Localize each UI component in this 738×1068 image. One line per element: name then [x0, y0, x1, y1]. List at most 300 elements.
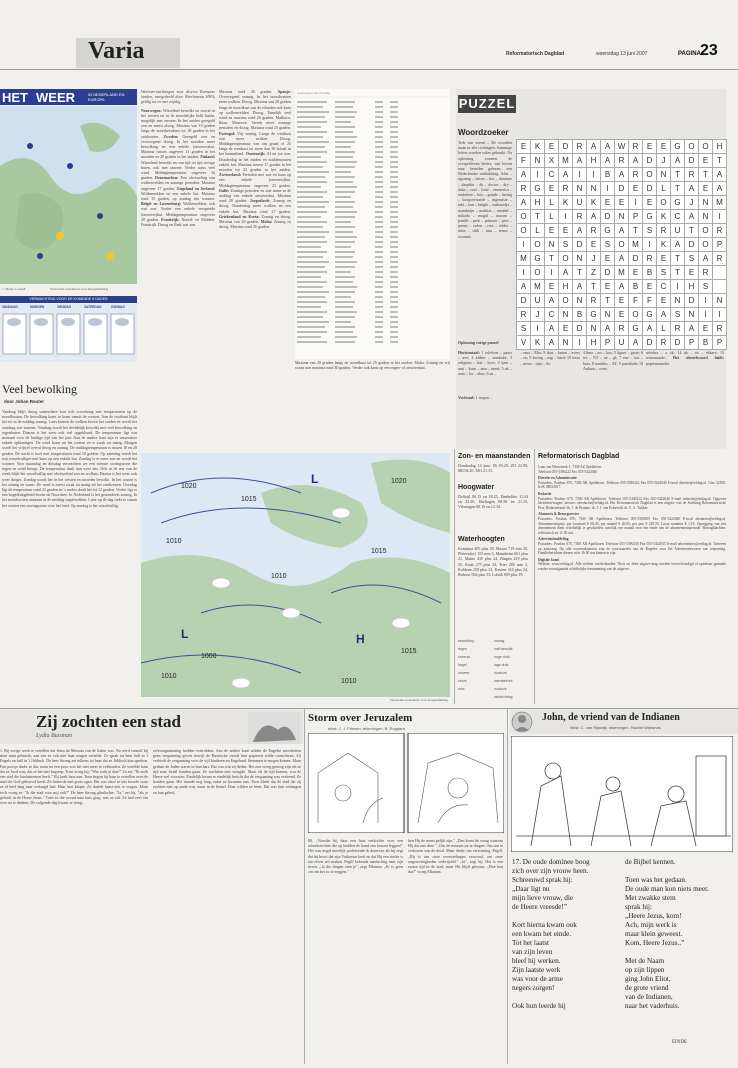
feature-author: door Johan Reuter	[4, 399, 45, 404]
grid-cell: E	[657, 252, 671, 266]
grid-cell: E	[601, 196, 615, 210]
feature-body: Vandaag blijft droog somewhere kort tich voorsbong met temperaturen op de noordkusten. De bewolking komt te komt vanuit de westen. Aan de oostkant blijft het tot in de middag zonnig. Later komen de wolken boven het zuiden en wordt het vandaag wat warmer. Vandaag wordt het deeldelijk bewolkt met veel bewolking en regenbuien. Daarna is het weer ook wel opgeklaard. De temperatuur ligt wat normaal voor de huidige tijd van het jaar. Aan de andere kant zijn er tussendoor enkele opklaringen. De wind komt uit het westen en is zwak tot matig. Morgen wordt het vrijwel overal droog en zonnig. De middagtemperatuur is tussen 18 en 20 graden. De nacht is koel met temperaturen rond 10 graden. Op zaterdag wordt het wat wisselvalliger met kans op een enkele bui. Zondag is er meer zon en wordt het warmer. Voor maandag en dinsdag verwachten we een nieuwe storingszone die regen en wind brengt. De temperatuur daalt dan weer iets. Ook in de rest van de week blijft het wisselvallig met afwisselend zon en wolken. Daarna is het weer ook weer droger. Zondag wordt het in het westen en noorden bewolkt. In het oosten is het zonnig en warm. De wind is meest zwak tot matig uit het zuidwesten. Overdag ligt de temperatuur rond 22 graden en 's nachts daalt het tot 12 graden. Verder ligt er een hogedrukgebied boven de Noordzee. In Nederland is het grotendeels zonnig. In het noordoosten ontstaan in de middag stapelwolken. Later op de dag trekt er vanuit het westen een storingszone over het land. Op zondag is het wisselvallig.	[2, 409, 137, 508]
grid-cell: A	[587, 140, 601, 154]
grid-cell: C	[545, 168, 559, 182]
poem-line: maar klein geweest.	[625, 930, 683, 938]
grid-cell: P	[713, 336, 727, 350]
col-divider-4	[507, 709, 508, 1064]
grid-cell: G	[587, 308, 601, 322]
forecast-day-5: ZONDAG	[111, 305, 125, 309]
poem-line: „Heere Jezus, kom!	[625, 912, 682, 920]
grid-cell: N	[573, 252, 587, 266]
grid-cell: T	[573, 266, 587, 280]
region-italie: Italië:	[219, 187, 230, 193]
grid-cell: D	[559, 140, 573, 154]
grid-cell: J	[685, 196, 699, 210]
grid-cell: K	[657, 210, 671, 224]
bottom-map-caption: Verwachte weerskaart voor morgenmiddag	[389, 698, 448, 702]
poem-line: op zijn lippen	[625, 966, 665, 974]
water-text: Konstanz 495 plus 20, Maxau 719 min 20, Plittersdorf 155 min 5, Mannheim 661 plus 21, Mainz 435 plus 24, Bingen 419 plus 25, Kaub 275 plus 34, Trier 285 min 2, Koblenz 258 plus 21, Keulen 416 plus 24, Ruhrort 504 plus 33, Lobith 869 plus 19.	[458, 546, 528, 578]
grid-cell: W	[615, 140, 629, 154]
city-weather-table	[295, 89, 450, 359]
solution-col-3: 4 lime – ers – kos; 5 ligner – gaste; 6 tes – NT – ne – gl; 7 ene – ion – bras; 8 nautilus – AT; 9 paastkado 10 Ankara – oven;	[583, 350, 643, 371]
story3-poem-left	[512, 858, 620, 1038]
legend-7: mist	[458, 687, 465, 691]
grid-cell: S	[601, 238, 615, 252]
solution-vertical: Verticaal: 1 terpan –	[458, 395, 492, 400]
grid-cell: S	[517, 322, 531, 336]
forecast-day-2: MORGEN	[30, 305, 45, 309]
grid-cell: C	[657, 280, 671, 294]
grid-cell: A	[517, 168, 531, 182]
weather-title-weer: WEER	[36, 90, 75, 105]
page-number: 23	[700, 42, 718, 59]
story2-comic	[308, 733, 504, 833]
grid-cell: R	[713, 322, 727, 336]
solution-heading: Oplossing vorige puzzel	[458, 340, 499, 345]
story2-title: Storm over Jeruzalem	[308, 712, 413, 724]
weather-title-het: HET	[2, 90, 28, 105]
region-zwitserland: Zwitserland:	[219, 172, 241, 178]
grid-cell: D	[517, 294, 531, 308]
story1-author: Lydia Buisman	[36, 733, 72, 739]
grid-cell: A	[615, 168, 629, 182]
legend-13: warmtefront	[494, 679, 513, 683]
grid-cell: D	[601, 210, 615, 224]
grid-cell: A	[517, 280, 531, 294]
grid-cell: O	[517, 224, 531, 238]
grid-cell: T	[699, 168, 713, 182]
solution-col-4: sehebra – a ok; 14 ab – ox – ekkers; 15 stimuraarde. Het sleutelwoord luidt: pepermuntolie.	[646, 350, 724, 366]
poem-line	[512, 912, 620, 921]
col-divider-2	[534, 449, 535, 704]
sun-moon-text: Donderdag 14 juni: Z6 05.20, ZO 22.00; M0 04.20, MO 21.15.	[458, 463, 528, 474]
poem-line	[625, 867, 735, 876]
story3-title: John, de vriend van de Indianen	[542, 712, 680, 723]
bottom-pressure-2: 1015	[241, 496, 257, 503]
header-date: woensdag 13 juni 2007	[596, 51, 648, 57]
horizontal-label: Horizontaal:	[458, 350, 480, 355]
grid-cell: T	[671, 182, 685, 196]
grid-cell: C	[545, 308, 559, 322]
poem-line: zich over zijn vrouw heen.	[512, 867, 589, 875]
grid-cell: S	[685, 252, 699, 266]
legend-4: hagel	[458, 663, 467, 667]
grid-cell: D	[601, 266, 615, 280]
grid-cell: D	[685, 294, 699, 308]
grid-cell: A	[629, 336, 643, 350]
grid-row	[517, 238, 727, 252]
grid-cell: O	[685, 140, 699, 154]
grid-cell: K	[531, 140, 545, 154]
poem-line: ging John Eliot,	[625, 975, 671, 983]
legend-2: regen	[458, 647, 467, 651]
grid-cell: D	[643, 154, 657, 168]
poem-line: De oude man kon niets meer.	[625, 885, 709, 893]
forecast-day-4: ZATERDAG	[84, 305, 102, 309]
grid-cell: D	[573, 238, 587, 252]
grid-cell: R	[685, 168, 699, 182]
grid-cell: E	[545, 224, 559, 238]
grid-cell: O	[699, 140, 713, 154]
grid-cell: E	[615, 196, 629, 210]
legend-1: bewolking	[458, 639, 474, 643]
sun-moon-heading: Zon- en maanstanden	[458, 453, 531, 460]
grid-cell: P	[601, 336, 615, 350]
story1-col1: 1. Bij vorige week te vertellen dat Jezus de Messias van de Joden was. Nu werd vanzelf bij deze man gebracht, aan wie ze ook niet haar zorgen vertelde. Ze sprak tot hem half in 't Engels en half in 't Jiddisch. De heer Strong zei telkens tot haar dat ze Jiddisch kon spreken. Een poosje dacht ze dat, maar na een poos was het niet meer te volhouden. Ze vertelde haar dat ze Jood was, dat ze het niet begreep. Toen vroeg hij: "Wat zoek je dan?" Ze zei: "Ik zoek een stad die fundamenten heeft." Hij keek haar aan. Toen begon hij haar te vertellen over de stad die God gebouwd heeft. Ze luisterde met grote ogen. Het was alsof ze iets hoorde waar ze al heel lang naar verlangd had. Haar hart klopte. Ze durfde haast niet te vragen. Maar toch vroeg ze: "Is die stad voor mij ook?" De heer Strong glimlachte. "Ja," zei hij, "als je gelooft in de Heere Jezus." Toen ze die avond naar huis ging, was ze stil. Ze had veel om over na te denken. De volgende dag kwam ze terug.	[0, 748, 148, 806]
grid-cell: A	[601, 154, 615, 168]
bottom-rule	[0, 708, 738, 709]
grid-cell: H	[587, 336, 601, 350]
grid-cell: N	[559, 336, 573, 350]
grid-cell: T	[713, 154, 727, 168]
grid-cell: M	[629, 238, 643, 252]
grid-cell: T	[685, 224, 699, 238]
grid-cell: J	[531, 308, 545, 322]
grid-cell: I	[517, 238, 531, 252]
grid-cell: R	[699, 266, 713, 280]
puzzle-intro: Trek van vorenl – De woorden staan in alle richtingen. Sommige letters worden vaker gebruikt. Na oplossing vormen de overgebleven letters, van boven naar beneden gelezen, een Nederlandse uitdrukking.	[458, 140, 512, 177]
grid-cell: U	[573, 196, 587, 210]
grid-cell: O	[517, 210, 531, 224]
region-denemarken: Denemarken:	[155, 175, 179, 181]
region-griekenland: Griekenland en Kreta:	[219, 213, 260, 219]
grid-cell: D	[643, 182, 657, 196]
grid-cell: N	[587, 322, 601, 336]
grid-cell: A	[685, 322, 699, 336]
poem-line: 17. De oude dominee boog	[512, 858, 590, 866]
grid-cell: A	[685, 210, 699, 224]
colophon-heading: Reformatorisch Dagblad	[538, 453, 620, 460]
grid-cell: I	[601, 182, 615, 196]
poem-line: negers zorgen!	[512, 984, 555, 992]
grid-cell: R	[657, 224, 671, 238]
region-frankrijk: Frankrijk:	[161, 216, 180, 222]
poem-line: „Daar ligt nu	[512, 885, 550, 893]
solution-horizontal: Horizontaal: 1 telefoon – paars – ave; 2 afdeer – aandacht; 3 religieus – hat – hoor; 4 ipen – anti – kuur – tarn – nend; 5 ak – auto – lor – abor; 6 na –	[458, 350, 512, 376]
grid-cell: G	[531, 252, 545, 266]
grid-cell: D	[671, 336, 685, 350]
legend-11: lage druk	[494, 663, 509, 667]
grid-cell: E	[615, 294, 629, 308]
grid-cell: P	[713, 238, 727, 252]
grid-cell: R	[587, 294, 601, 308]
grid-cell: I	[587, 168, 601, 182]
region-zweden: Zweden:	[163, 133, 179, 139]
weather-intro: Weersverwachtingen voor diverse Europese landen, meegedeeld door Weerbureau HWS, geldig tot en met vrijdag. Noorwegen: Wisselend bewolkt en vooral in het westen en in de noordelijke helft buien, mogelijk met onweer. In het zuiden geregeld zon en meest droog. Maxima van 10 graden langs de noordwestkust tot 18 graden in het zuidoosten. Zweden: Geregeld zon en overwegend droog. In het noorden meer bewolking en een enkele (onweers)bui. Maxima tussen ongeveer 11 graden in het noorden en 20 graden in het zuiden. Finland: Wisselend bewolkt en van tijd tot tijd stevige buien, ook met onweer. Verder soms veel wind. Middagtemperatuur ongeveer 16 graden. Denemarken: Een afwisseling van wolkenvelden en zonnige perioden. Maxima ongeveer 17 graden. Engeland en Ierland: Wolkenvelden en een enkele bui. Maxima rond 15 graden, op zondag iets warmer. België en Luxemburg: Wolkenvelden, ook wat zon. Verder een enkele verspreide (onweers)bui. Middagtemperatuur ongeveer 20 graden. Frankrijk: Noord- en Midden-Frankrijk: Droog en flink wat zon.	[141, 89, 215, 228]
solution-col-2: – ema – Elio; 8 ikus – kanus – avers – en; 9 kering – nap – bard; 10 trens – niezn – tijm – Se.	[520, 350, 580, 366]
grid-cell: R	[671, 322, 685, 336]
bottom-pressure-4: 1015	[371, 548, 387, 555]
grid-cell: T	[587, 280, 601, 294]
grid-row	[517, 210, 727, 224]
story3-credits: tekst: C. van Rijswijk, tekeningen: Rachel Wijnanas	[570, 725, 661, 730]
grid-cell: P	[685, 336, 699, 350]
grid-cell: A	[685, 182, 699, 196]
col-divider	[454, 449, 455, 704]
city-table-lines	[295, 89, 450, 359]
grid-cell: R	[713, 224, 727, 238]
grid-cell: R	[573, 140, 587, 154]
table-footnote: Maxima van 20 graden langs de noordkust tot 25 graden in het zuiden. Malta: Zonnig en vrij warm met maxima rond 30 graden. Verder ook kans op een regen- of onweersbui.	[295, 360, 450, 371]
forecast-bar: VERWACHTING VOOR DE KOMENDE 5 DAGEN	[0, 296, 137, 303]
forecast-icons	[0, 312, 137, 360]
grid-cell: L	[657, 182, 671, 196]
grid-cell: B	[573, 308, 587, 322]
grid-cell: E	[629, 182, 643, 196]
bottom-pressure-1: 1020	[181, 483, 197, 490]
grid-row	[517, 154, 727, 168]
grid-cell: H	[713, 140, 727, 154]
grid-cell: A	[601, 140, 615, 154]
grid-cell: F	[643, 294, 657, 308]
grid-cell: S	[671, 308, 685, 322]
grid-cell: R	[643, 252, 657, 266]
grid-cell: A	[601, 322, 615, 336]
grid-cell: A	[559, 168, 573, 182]
grid-cell: F	[629, 294, 643, 308]
grid-cell: R	[517, 182, 531, 196]
grid-cell: N	[699, 196, 713, 210]
grid-cell: E	[643, 140, 657, 154]
grid-cell: D	[615, 182, 629, 196]
grid-cell: A	[671, 154, 685, 168]
grid-cell: E	[643, 280, 657, 294]
grid-cell: E	[601, 252, 615, 266]
keyword-heading: Het sleutelwoord luidt:	[672, 355, 724, 361]
grid-cell: E	[545, 182, 559, 196]
svg-text:H: H	[356, 632, 365, 646]
grid-cell: U	[671, 224, 685, 238]
legend-5: onweer	[458, 671, 470, 675]
weather-banner	[0, 89, 137, 105]
story3-poem-right	[625, 858, 735, 1038]
story1-illustration	[248, 712, 300, 744]
col-divider-3	[304, 709, 305, 1064]
grid-row	[517, 196, 727, 210]
region-belgie: België en Luxemburg:	[141, 201, 182, 207]
weather-subtitle: IN NEDERLAND EN EUROPA	[88, 92, 125, 102]
bottom-pressure-7: 1010	[161, 673, 177, 680]
grid-cell: O	[531, 238, 545, 252]
grid-cell: A	[713, 168, 727, 182]
poem-line: mijn lieve vrouw, die	[512, 894, 574, 902]
bottom-pressure-10: 1010	[341, 678, 357, 685]
bottom-weather-map	[141, 453, 450, 697]
poem-line: Toen was het gedaan.	[625, 876, 687, 884]
colophon-advertenties: Advertentieafdeling	[538, 537, 569, 542]
region-portugal: Portugal:	[219, 130, 236, 136]
grid-row	[517, 168, 727, 182]
colophon-body: Laan van Westenenk 1, 7336 AZ Apeldoorn Telefoon 055-5390222 Fax 055-5422040 Directie en Administratie Postadres: Postbus 670, 7300 AR Apeldoorn. Telefoon 055-5390222 Fax 055-5422040 E-mail directie@refdag.nl. Giro 32500, KvK 08033017. Redactie Postadres: Postbus 670, 7300 AR Apeldoorn. Telefoon 055-5390222 Fax 055-5422040 E-mail redactie@refdag.nl. Opgeven berichten/vragen/ nieuws: rdredactie@refdag.nl. Het Reformatorisch Dagblad is een uitgave van de Stichting Reformatorische Pers. Redactieraad: ds. J. de Bruijne, ds. J. J. van Eckeveld, dr. C. A. Tukker. Abonnees & Bezorgservice Postadres: Postbus 670, 7300 AR Apeldoorn. Telefoon 055-5390300 Fax 055-5422040 E-mail abonnees@refdag.nl. Abonnementsprijs: per kwartaal € 60,45, per maand € 20,65, per jaar € 229,55. Losse nummer € 1,10. Opzegging van een abonnement dient schriftelijk te geschieden, uiterlijk een maand voor het einde van de abonnementsperiode. Bezorgklachten: telefonisch tot 11.00 uur. Advertentieafdeling Postadres: Postbus 670, 7300 AR Apeldoorn. Telefoon 055-5390230 Fax 055-5422045 E-mail advertenties@refdag.nl. Tarieven op aanvraag. Op alle overeenkomsten zijn de voorwaarden van de Regelen voor het Advertentiewezen van toepassing. Familieberichten dienen vóór 16.00 uur binnen te zijn. Digitale krant Website: www.refdag.nl. Alle rechten voorbehouden. Niets uit deze uitgave mag worden verveelvoudigd of openbaar gemaakt zonder voorafgaande schriftelijke toestemming van de uitgever.	[538, 465, 726, 571]
grid-cell: A	[573, 224, 587, 238]
grid-cell: I	[713, 210, 727, 224]
grid-cell: E	[699, 322, 713, 336]
grid-cell: L	[657, 322, 671, 336]
grid-cell: K	[559, 196, 573, 210]
grid-cell: R	[573, 210, 587, 224]
legend-6: storm	[458, 679, 467, 683]
grid-cell: A	[615, 252, 629, 266]
word-search-grid	[516, 139, 727, 350]
poem-line: was voor de arme	[512, 975, 563, 983]
poem-line: Zijn laatste werk	[512, 966, 561, 974]
grid-cell: O	[699, 224, 713, 238]
grid-cell: D	[629, 252, 643, 266]
poem-line: van zijn leven	[512, 948, 553, 956]
grid-cell: L	[545, 196, 559, 210]
europe-weather-map	[0, 106, 137, 284]
grid-cell: U	[531, 294, 545, 308]
grid-cell: N	[671, 294, 685, 308]
grid-cell: D	[685, 238, 699, 252]
bottom-pressure-8: 1020	[391, 478, 407, 485]
legend-3: sneeuw	[458, 655, 471, 659]
grid-cell: R	[629, 140, 643, 154]
grid-row	[517, 140, 727, 154]
grid-cell: H	[559, 280, 573, 294]
poem-line: Met zwakke stem	[625, 894, 676, 902]
svg-text:L: L	[311, 472, 319, 486]
grid-cell: G	[671, 140, 685, 154]
grid-cell: G	[629, 322, 643, 336]
poem-line	[625, 948, 735, 957]
story1-col2: zelvoorganisatieg hadden vertrokken. Aan de andere kant wilden de Engelse autoriteiten geen vergunning geven terwijl de Russische overal hun papieren wilde controleren. Zij verbiedt de vergunning voor de vijf kinderen en Engeland. Stemmen te mogen komen. Maar gedaan de Joden waren in hun hart. Dat was wat zij deden. Het zou vroeg genoeg zijn als ze tijd naar Israël konden gaan. Ze wachtten met vreugde. Maar als de tijd komen, zou de Heere wel voorzien. Eindelijk kwam er eindelijk bericht dat de vergunning was verleend. Ze konden gaan. Het duurde nog lang, maar ze kwamen aan. Toen bleek dat de stad die zij zochten niet op aarde was, maar in de hemel. Daar wilden ze heen. Dat was hun verlangen en hun gebed.	[153, 748, 301, 795]
grid-cell: E	[545, 280, 559, 294]
poem-line: sprak hij:	[625, 903, 652, 911]
grid-cell: A	[713, 182, 727, 196]
grid-cell: D	[643, 336, 657, 350]
grid-cell: T	[629, 224, 643, 238]
bottom-pressure-3: 1010	[166, 538, 182, 545]
poem-line: Ook hun leerde hij	[512, 1002, 566, 1010]
grid-cell: H	[685, 280, 699, 294]
grid-cell: I	[517, 266, 531, 280]
grid-cell: R	[587, 224, 601, 238]
grid-cell: E	[587, 238, 601, 252]
grid-cell: E	[699, 182, 713, 196]
grid-cell: I	[643, 238, 657, 252]
grid-row	[517, 336, 727, 350]
grid-cell: R	[713, 252, 727, 266]
grid-cell: D	[573, 322, 587, 336]
poem-line: een kwam het einde.	[512, 930, 572, 938]
grid-cell: A	[573, 154, 587, 168]
story3-illustration	[511, 736, 733, 852]
grid-cell: E	[657, 140, 671, 154]
grid-cell: I	[545, 266, 559, 280]
region-spanje: Spanje:	[277, 89, 291, 94]
bottom-pressure-6: 1000	[201, 653, 217, 660]
grid-cell: E	[615, 308, 629, 322]
grid-cell: K	[587, 196, 601, 210]
legend-12: koufront	[494, 671, 507, 675]
grid-row	[517, 280, 727, 294]
grid-cell: A	[545, 322, 559, 336]
story2-credits: tekst: J. J. Prinsen, tekeningen: B. Rogaard	[328, 726, 405, 731]
grid-cell: N	[587, 182, 601, 196]
weather-legend	[458, 636, 530, 704]
grid-cell: N	[713, 294, 727, 308]
grid-cell: H	[531, 196, 545, 210]
grid-cell: T	[671, 168, 685, 182]
region-finland: Finland:	[200, 154, 215, 160]
grid-cell: A	[657, 308, 671, 322]
map-caption-right: Verwachte weerskaart voor morgenmiddag	[50, 287, 109, 291]
grid-cell: D	[685, 154, 699, 168]
forecast-days	[0, 304, 137, 362]
grid-cell: O	[699, 238, 713, 252]
grid-cell: J	[587, 252, 601, 266]
grid-cell: K	[657, 238, 671, 252]
poem-line: bleef hij werken.	[512, 957, 561, 965]
grid-cell: B	[601, 168, 615, 182]
poem-line	[512, 993, 620, 1002]
grid-cell: A	[545, 336, 559, 350]
grid-cell: R	[657, 336, 671, 350]
grid-cell: O	[615, 238, 629, 252]
newspaper-name: Reformatorisch Dagblad	[506, 51, 565, 57]
grid-cell: M	[517, 252, 531, 266]
svg-text:weerrapport van dinsdag: weerrapport van dinsdag	[297, 91, 331, 95]
grid-cell: A	[643, 322, 657, 336]
bottom-pressure-5: 1010	[271, 573, 287, 580]
grid-cell: I	[713, 308, 727, 322]
grid-cell: J	[657, 154, 671, 168]
story2-col1: 88. „Voordat hij daar een huis verkochte voor een scheidsrechter die op bedden de hand een kussen leggen?" Het was nogal moeilijk profeteerde ik daarvoor als hij zegt dat hij hoort dat zijn Vorkeraar leeft en dat Hij een sterke is tan elven wil maken. Pegill bekende aandachtig naar zijn heren. „Ja die dingen zien je", zegt Elkanan. „Er is geen zin om het zo te zeggen."	[308, 838, 403, 875]
legend-10: hoge druk	[494, 655, 510, 659]
vertical-label: Verticaal:	[458, 395, 475, 400]
colophon-digital: Digitale krant	[538, 557, 560, 562]
grid-cell: E	[559, 224, 573, 238]
grid-cell: I	[531, 168, 545, 182]
legend-9: half bewolkt	[494, 647, 513, 651]
grid-cell: E	[559, 322, 573, 336]
grid-cell: O	[559, 294, 573, 308]
grid-row	[517, 224, 727, 238]
grid-cell: S	[699, 280, 713, 294]
grid-cell: O	[559, 252, 573, 266]
grid-cell: N	[601, 308, 615, 322]
grid-cell: E	[517, 140, 531, 154]
grid-cell: O	[657, 196, 671, 210]
keyword-value: pepermuntolie.	[646, 360, 671, 366]
grid-cell: H	[587, 154, 601, 168]
grid-cell: L	[545, 210, 559, 224]
grid-cell: A	[517, 196, 531, 210]
grid-cell: B	[699, 336, 713, 350]
poem-line: Ach, mijn werk is	[625, 921, 677, 929]
weather-intro-text: Weersverwachtingen voor diverse Europese landen, meegedeeld door Weerbureau HWS, geldig tot en met vrijdag.	[141, 89, 215, 105]
puzzle-banner: PUZZEL	[458, 96, 516, 111]
grid-cell: E	[601, 280, 615, 294]
legend-15: windrichting	[494, 695, 513, 699]
grid-cell: E	[657, 294, 671, 308]
grid-cell: E	[643, 196, 657, 210]
grid-cell: T	[531, 210, 545, 224]
grid-cell: N	[573, 294, 587, 308]
grid-cell: S	[643, 224, 657, 238]
grid-cell: T	[671, 266, 685, 280]
grid-cell: N	[559, 308, 573, 322]
poem-line: van de Indianen,	[625, 993, 673, 1001]
grid-cell: C	[671, 210, 685, 224]
grid-cell: K	[531, 336, 545, 350]
grid-cell: A	[559, 266, 573, 280]
grid-cell: G	[671, 196, 685, 210]
grid-cell: P	[629, 210, 643, 224]
grid-cell: I	[559, 210, 573, 224]
